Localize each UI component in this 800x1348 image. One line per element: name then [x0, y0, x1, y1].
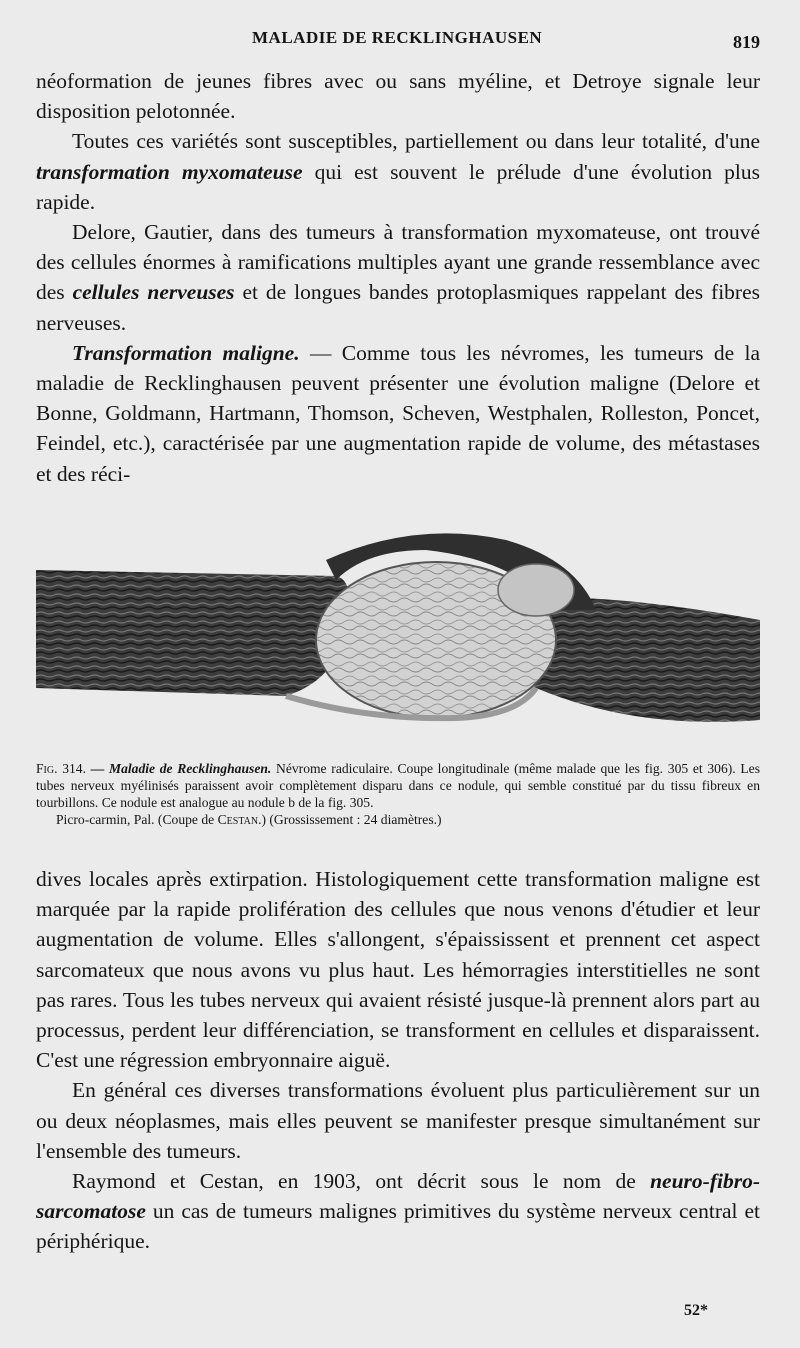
histology-image: [36, 520, 760, 760]
paragraph-text: dives locales après extirpation. Histologiquement cette transformation maligne est marquée par la rapide prolifération des cellules que nous venons d'étudier et leur augmentation de volume. Elles s'allongent, s'épaississent et prennent cet aspect sarcomateux que nous avons vu plus haut. Les hémorragies interstitielles ne sont pas rares. Tous les tubes nerveux qui avaient résisté jusque-là prennent alors part au processus, perdent leur différenciation, se transforment en cellules et disparaissent. C'est une régression embryonnaire aiguë.: [36, 867, 760, 1073]
paragraph-text: un cas de tumeurs malignes primitives du système nerveux central et périphérique.: [36, 1199, 760, 1254]
paragraph-delore-gautier: [36, 217, 760, 338]
caption-title: — Maladie de Recklinghausen.: [90, 761, 272, 776]
paragraph-text: qui est souvent le prélude d'une évolution plus rapide.: [36, 159, 760, 214]
page-header: [0, 28, 800, 54]
page-number: 819: [733, 32, 760, 52]
credit-text: .) (Grossissement : 24 diamètres.): [258, 812, 442, 827]
section-heading-italic: Transformation maligne.: [72, 340, 300, 365]
paragraph-text: et de longues bandes protoplasmiques rappelant des fibres nerveuses.: [36, 280, 760, 335]
signature-mark: 52*: [684, 1302, 708, 1319]
text-block-before-figure: [36, 66, 760, 489]
figure-caption: [36, 760, 760, 828]
paragraph-text: Toutes ces variétés sont susceptibles, partiellement ou dans leur totalité, d'une: [72, 129, 760, 154]
figure-label: Fig. 314.: [36, 761, 86, 776]
caption-text: Névrome radiculaire. Coupe longitudinale (même malade que les fig. 305 et 306). Les tubes nerveux myélinisés paraissent avoir complètement disparu dans ce nodule, qui semble constitué par du tissu fibreux en tourbillons. Ce nodule est analogue au nodule b de la fig. 305.: [36, 761, 760, 810]
paragraph-myxomateuse: [36, 126, 760, 217]
paragraph-text: En général ces diverses transformations évoluent plus particulièrement sur un ou deux néoplasmes, mais elles peuvent se manifester presque simultanément sur l'ensemble des tumeurs.: [36, 1078, 760, 1163]
text-block-after-figure: [36, 864, 760, 1257]
caption-credit: [36, 811, 760, 828]
credit-text: Picro-carmin, Pal. (Coupe de: [56, 812, 218, 827]
caption-main: [36, 760, 760, 811]
italic-term: neuro-fibro-sarcomatose: [36, 1169, 760, 1224]
italic-term: cellules nerveuses: [72, 280, 235, 305]
credit-name: Cestan: [217, 812, 259, 827]
italic-term: transformation myxomateuse: [36, 159, 303, 184]
paragraph-text: Raymond et Cestan, en 1903, ont décrit sous le nom de: [72, 1169, 651, 1194]
paragraph-raymond-cestan: [36, 1166, 760, 1257]
paragraph-transformation-maligne: [36, 338, 760, 489]
paragraph-continuation: [36, 66, 760, 126]
paragraph-text: — Comme tous les névromes, les tumeurs de la maladie de Recklinghausen peuvent présenter une évolution maligne (Delore et Bonne, Goldmann, Hartmann, Thomson, Scheven, Westphalen, Rolleston, Poncet, Feindel, etc.), caractérisée par une augmentation rapide de volume, des métastases et des réci-: [36, 340, 760, 486]
paragraph-text: Delore, Gautier, dans des tumeurs à transformation myxomateuse, ont trouvé des cellules énormes à ramifications multiples ayant une grande ressemblance avec des: [36, 220, 760, 305]
paragraph-recidives: [36, 864, 760, 1075]
paragraph-en-general: [36, 1075, 760, 1166]
running-title: MALADIE DE RECKLINGHAUSEN: [252, 28, 543, 47]
paragraph-text: néoformation de jeunes fibres avec ou sans myéline, et Detroye signale leur disposition pelotonnée.: [36, 69, 760, 124]
figure-histology-section: [36, 520, 760, 760]
